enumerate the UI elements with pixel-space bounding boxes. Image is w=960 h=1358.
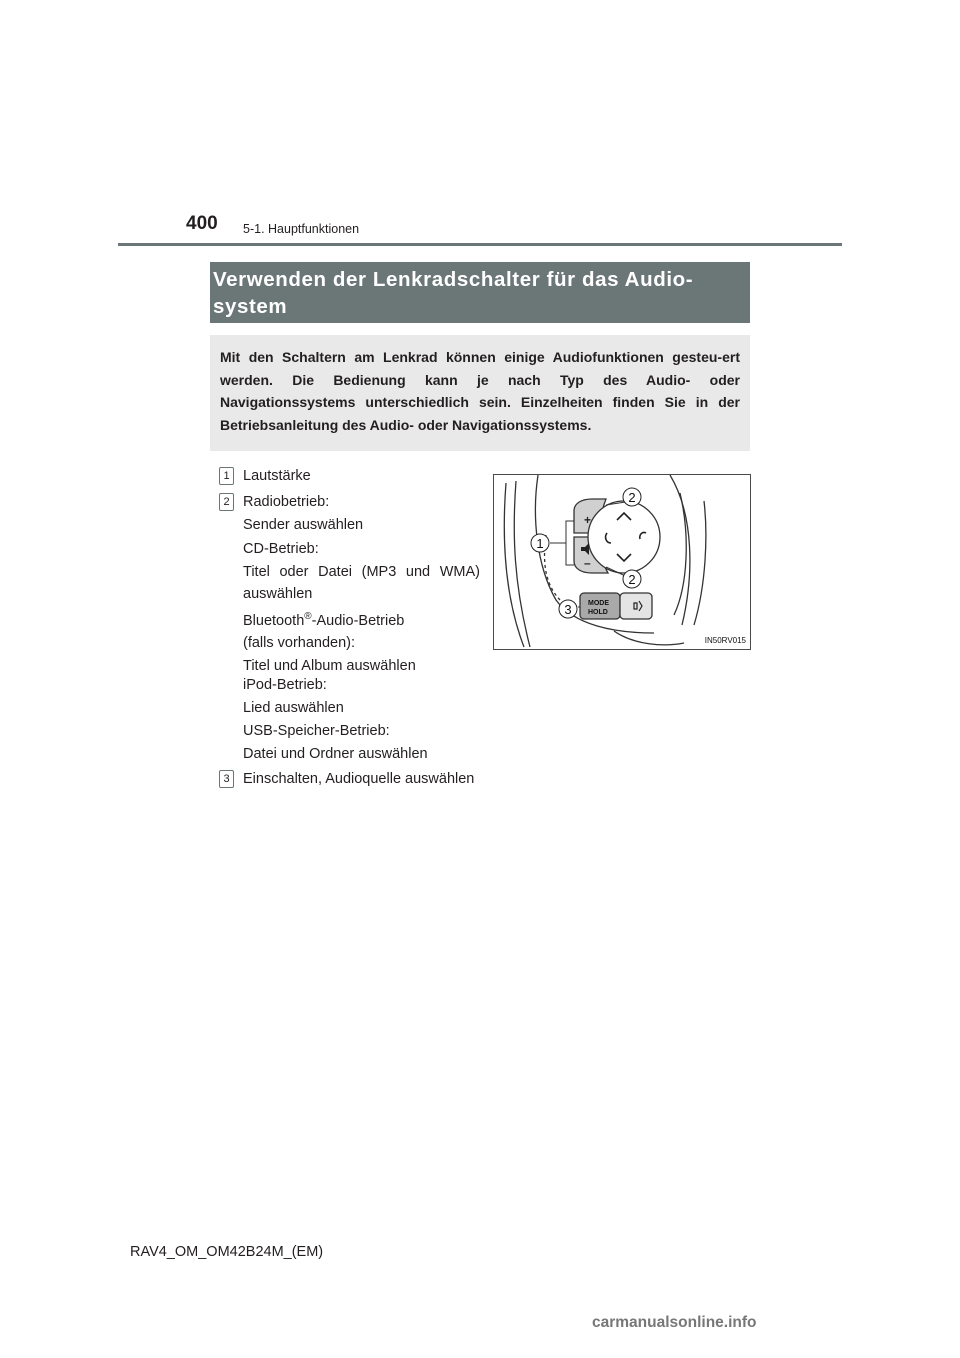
badge-1: 1 [219, 467, 234, 485]
intro-box [210, 335, 750, 451]
title-line-2: system [213, 295, 288, 318]
minus-label: – [584, 556, 591, 570]
item-usb [243, 720, 480, 765]
item-cd-desc-2: auswählen [243, 586, 313, 602]
callout-3: 3 [564, 602, 572, 617]
item-cd-desc: Titel oder Datei (MP3 und WMA) [243, 563, 480, 580]
section-heading: 5-1. Hauptfunktionen [243, 222, 360, 236]
badge-3: 3 [219, 770, 234, 788]
page-number: 400 [186, 213, 218, 234]
callout-2-bottom: 2 [628, 572, 636, 587]
bluetooth-suffix: -Audio-Betrieb [311, 612, 405, 629]
intro-text: Mit den Schaltern am Lenkrad können einige Audiofunktionen gesteu-ert werden. Die Bedienung kann je nach Typ des Audio- oder Navigationssystems unterschiedlich sein. Einzelheiten finden Sie in der Betriebsanleitung des Audio- oder Navigationssystems. [220, 349, 740, 433]
item-usb-desc: Datei und Ordner auswählen [243, 745, 428, 762]
footer-doc-id: RAV4_OM_OM42B24M_(EM) [130, 1244, 324, 1260]
item-ipod [243, 674, 480, 719]
watermark: carmanualsonline.info [592, 1314, 757, 1331]
registered-mark: ® [304, 611, 312, 622]
item-volume: Lautstärke [243, 468, 311, 484]
figure-code: IN50RV015 [704, 636, 746, 645]
item-radio-label: Radiobetrieb: [243, 494, 330, 510]
header-rule [118, 243, 842, 246]
item-radio [243, 491, 480, 536]
bluetooth-word: Bluetooth [243, 612, 305, 629]
steering-switch-illustration [494, 475, 750, 649]
item-cd [243, 538, 480, 606]
item-ipod-desc: Lied auswählen [243, 699, 344, 716]
title-line-1: Verwenden der Lenkradschalter für das Audio- [213, 268, 694, 291]
callout-2-top: 2 [628, 490, 636, 505]
mode-label-bottom: HOLD [588, 609, 608, 616]
callout-1: 1 [536, 536, 544, 551]
item-cd-label: CD-Betrieb: [243, 541, 319, 557]
item-bluetooth-label [243, 606, 480, 632]
item-power-source: Einschalten, Audioquelle auswählen [243, 771, 475, 787]
item-ipod-label: iPod-Betrieb: [243, 677, 327, 693]
title-banner [210, 262, 750, 323]
page-title [213, 266, 747, 320]
plus-label: + [584, 513, 592, 527]
badge-2: 2 [219, 493, 234, 511]
item-usb-label: USB-Speicher-Betrieb: [243, 723, 390, 739]
item-bluetooth-desc: Titel und Album auswählen [243, 657, 416, 674]
item-bluetooth-note: (falls vorhanden): [243, 635, 356, 652]
mode-label-top: MODE [588, 600, 609, 607]
item-radio-desc: Sender auswählen [243, 516, 364, 533]
item-bluetooth [243, 606, 480, 677]
steering-switch-figure [493, 474, 751, 650]
